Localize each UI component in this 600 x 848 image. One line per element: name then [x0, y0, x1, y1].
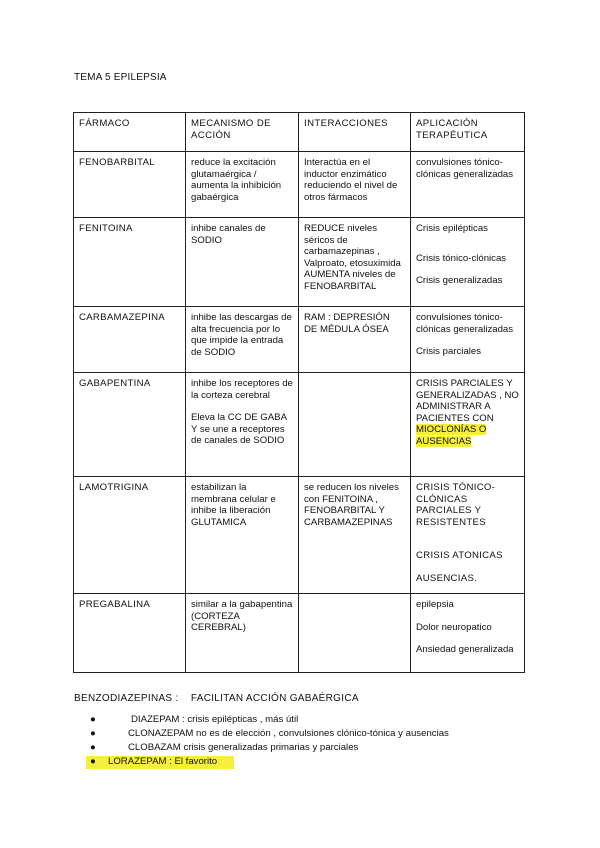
cell-aplicacion: convulsiones tónico-clónicas generalizadas Crisis parciales: [411, 307, 525, 373]
header-aplicacion: APLICACIÓN TERAPÉUTICA: [411, 113, 525, 152]
bullet-icon: ●: [90, 756, 96, 767]
cell-aplicacion: CRISIS TÓNICO-CLÓNICAS PARCIALES Y RESISTENTES CRISIS ATONICAS AUSENCIAS.: [411, 477, 525, 594]
cell-mecanismo: inhibe los receptores de la corteza cerebral Eleva la CC DE GABA Y se une a receptores de canales de SODIO: [186, 373, 299, 477]
header-farmaco: FÁRMACO: [74, 113, 186, 152]
cell-aplicacion: Crisis epilépticas Crisis tónico-clónicas Crisis generalizadas: [411, 218, 525, 307]
cell-mecanismo: inhibe las descargas de alta frecuencia por lo que impide la entrada de SODIO: [186, 307, 299, 373]
cell-aplicacion: CRISIS PARCIALES Y GENERALIZADAS , NO ADMINISTRAR A PACIENTES CON MIOCLONÍAS O AUSENCIAS: [411, 373, 525, 477]
list-item: ● LORAZEPAM : El favorito: [76, 755, 536, 769]
benzodiazepinas-list: [76, 713, 536, 769]
document-title: TEMA 5 EPILEPSIA: [74, 72, 167, 83]
cell-interacciones: REDUCE niveles séricos de carbamazepinas , Valproato, etosuximida AUMENTA niveles de FENOBARBITAL: [299, 218, 411, 307]
table-row: [74, 307, 525, 373]
cell-interacciones: RAM : DEPRESIÓN DE MÉDULA ÓSEA: [299, 307, 411, 373]
cell-farmaco: CARBAMAZEPINA: [74, 307, 186, 373]
list-item: ● CLOBAZAM crisis generalizadas primarias y parciales: [90, 742, 359, 753]
cell-mecanismo: inhibe canales de SODIO: [186, 218, 299, 307]
cell-farmaco: FENOBARBITAL: [74, 152, 186, 218]
table-row: [74, 373, 525, 477]
bullet-icon: ●: [90, 728, 96, 739]
table-row: [74, 477, 525, 594]
cell-aplicacion: epilepsia Dolor neuropatico Ansiedad generalizada: [411, 594, 525, 673]
list-item: ● CLONAZEPAM no es de elección , convulsiones clónico-tónica y ausencias: [90, 728, 449, 739]
header-mecanismo: MECANISMO DE ACCIÓN: [186, 113, 299, 152]
cell-mecanismo: estabilizan la membrana celular e inhibe la liberación GLUTAMICA: [186, 477, 299, 594]
header-interacciones: INTERACCIONES: [299, 113, 411, 152]
bullet-icon: ●: [90, 742, 96, 753]
cell-mecanismo: similar a la gabapentina (CORTEZA CEREBRAL): [186, 594, 299, 673]
cell-interacciones: se reducen los niveles con FENITOINA , FENOBARBITAL Y CARBAMAZEPINAS: [299, 477, 411, 594]
table-row: [74, 152, 525, 218]
cell-farmaco: FENITOINA: [74, 218, 186, 307]
cell-mecanismo: reduce la excitación glutamaérgica / aumenta la inhibición gabaérgica: [186, 152, 299, 218]
cell-farmaco: LAMOTRIGINA: [74, 477, 186, 594]
cell-interacciones: Interactúa en el inductor enzimático reduciendo el nivel de otros fármacos: [299, 152, 411, 218]
cell-interacciones: [299, 594, 411, 673]
cell-interacciones: [299, 373, 411, 477]
table-row: [74, 594, 525, 673]
highlighted-text: MIOCLONÍAS O AUSENCIAS: [416, 424, 487, 447]
bullet-icon: ●: [90, 714, 96, 725]
drug-table: [73, 112, 525, 673]
table-header-row: [74, 113, 525, 152]
table-row: [74, 218, 525, 307]
cell-farmaco: PREGABALINA: [74, 594, 186, 673]
cell-farmaco: GABAPENTINA: [74, 373, 186, 477]
benzodiazepinas-heading: BENZODIAZEPINAS : FACILITAN ACCIÓN GABAÉRGICA: [74, 693, 359, 704]
cell-aplicacion: convulsiones tónico-clónicas generalizadas: [411, 152, 525, 218]
list-item: ● DIAZEPAM : crisis epilépticas , más útil: [90, 714, 299, 725]
